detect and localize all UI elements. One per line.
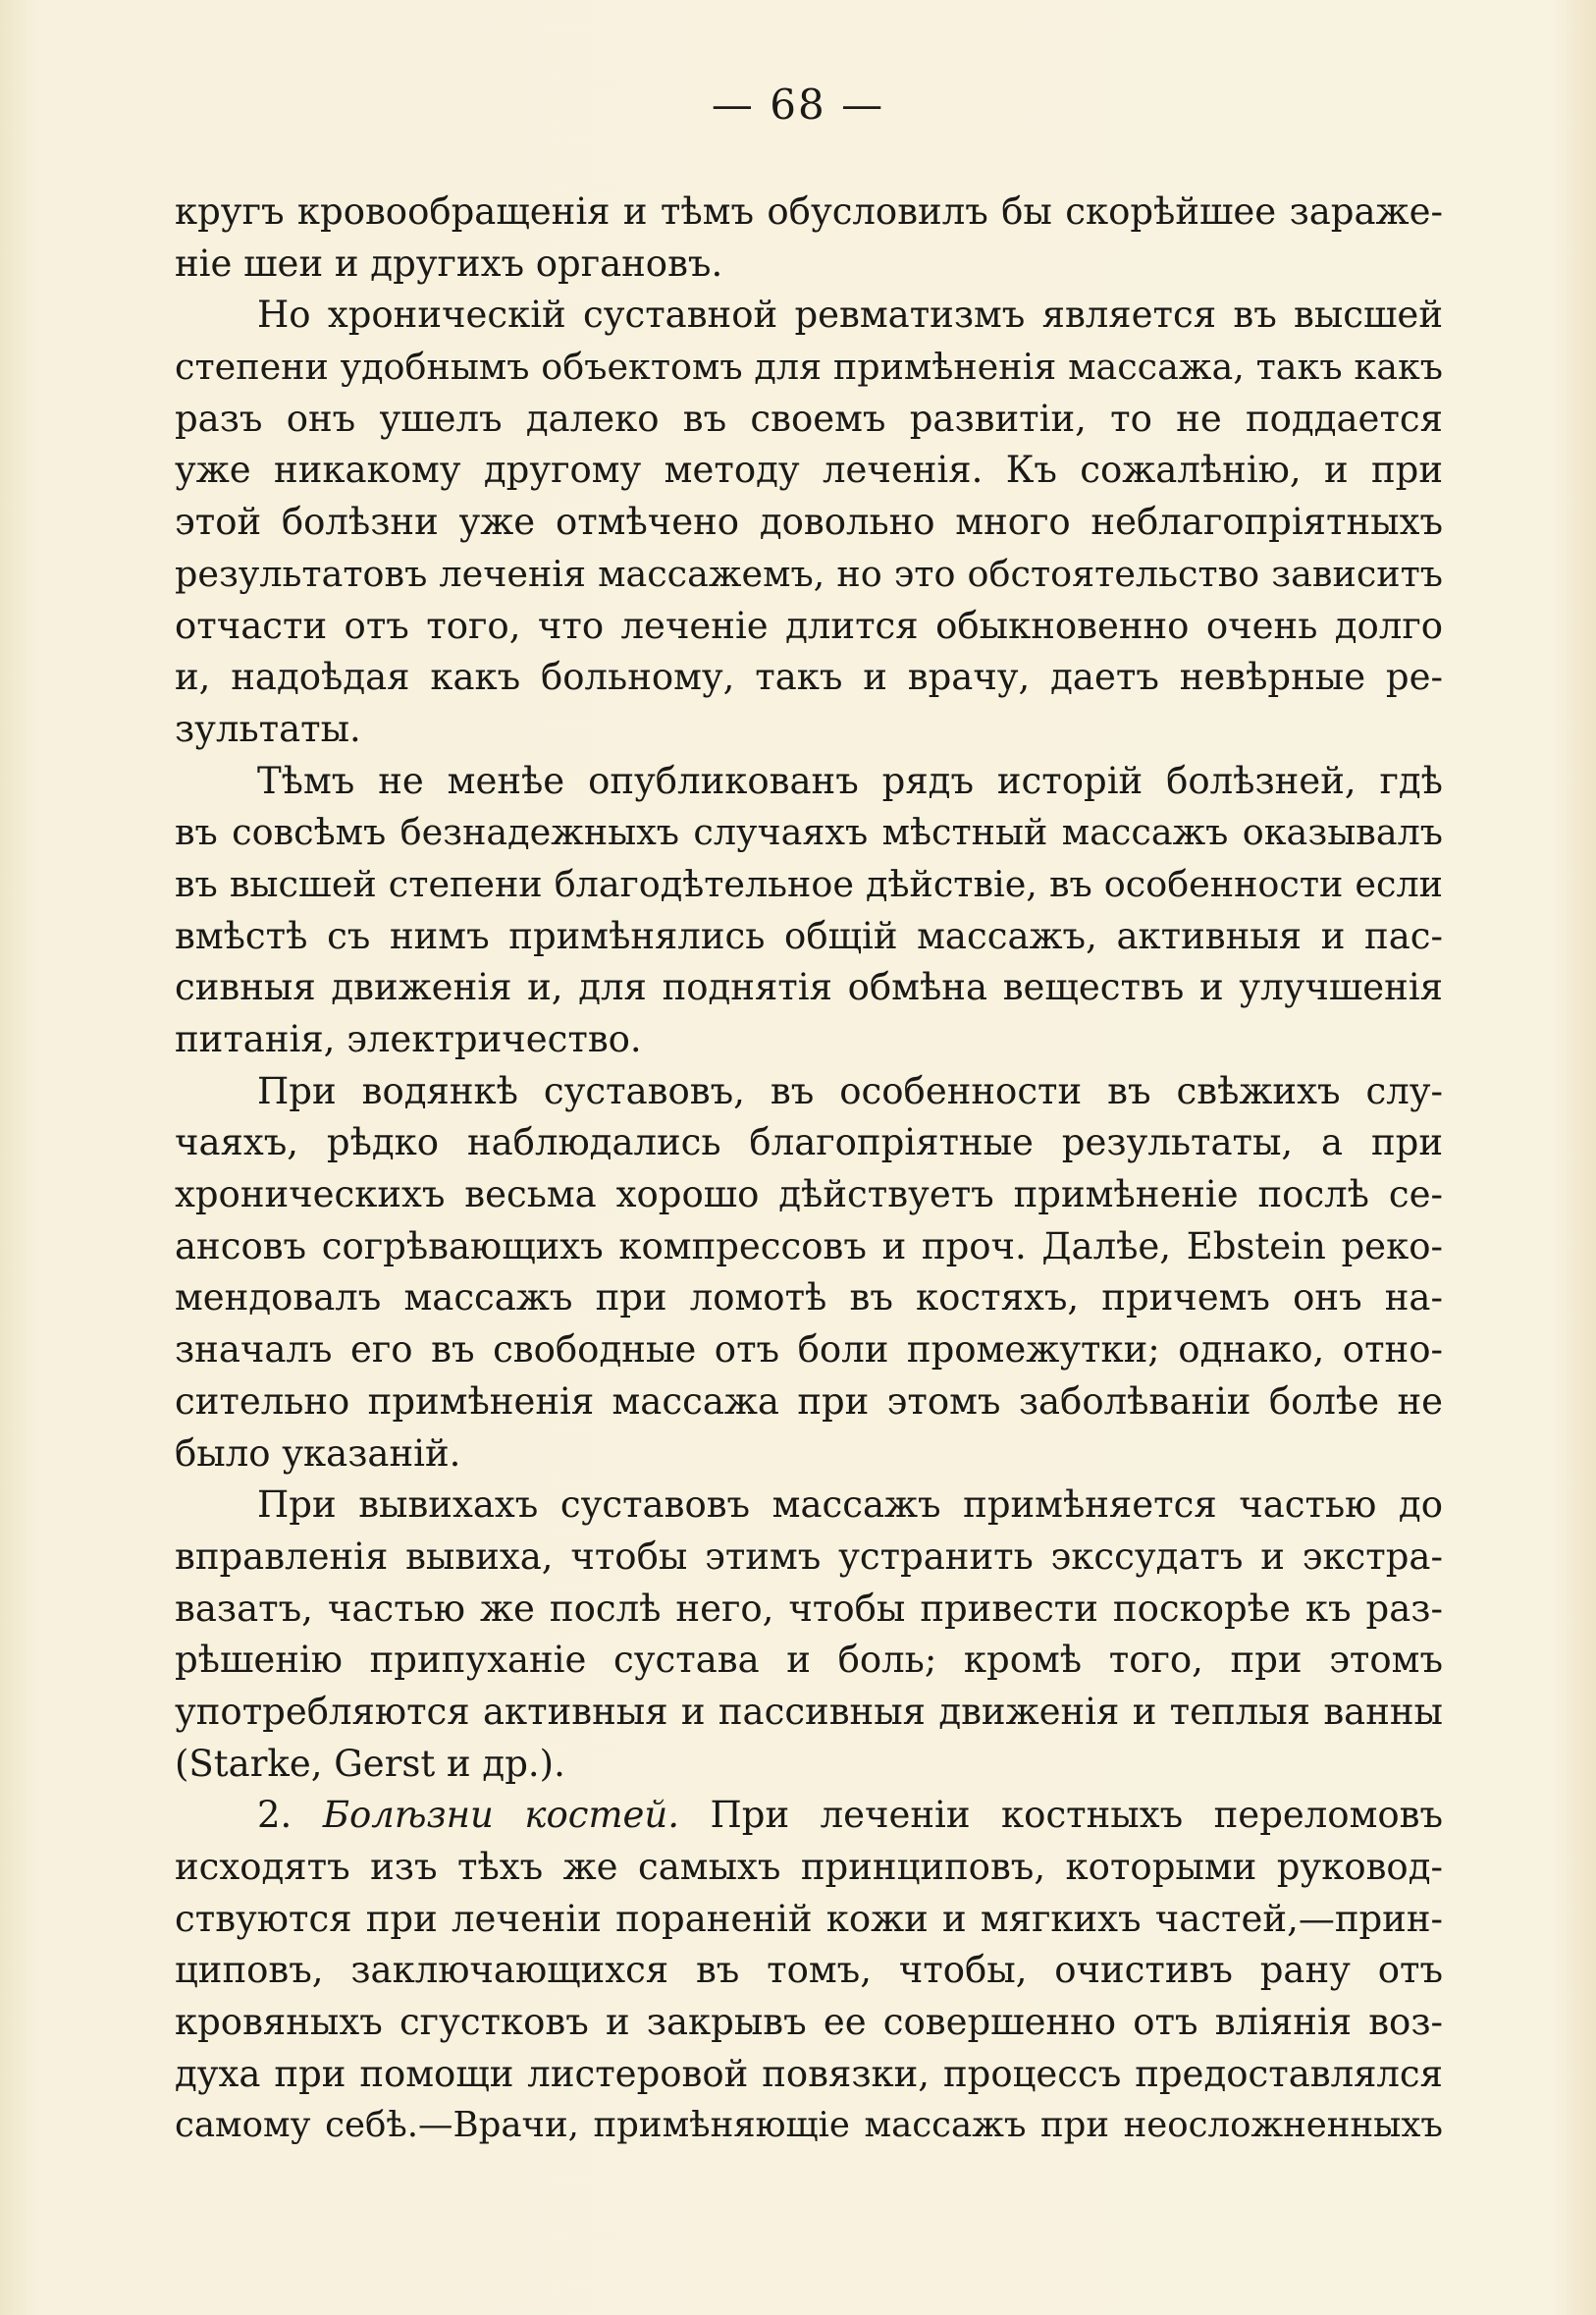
text-line: вазатъ, частью же послѣ него, чтобы привести поскорѣе къ раз-: [175, 1587, 1443, 1630]
text-line: этой болѣзни уже отмѣчено довольно много неблагопріятныхъ: [175, 501, 1443, 544]
text-line: духа при помощи листеровой повязки, процессъ предоставлялся: [175, 2052, 1443, 2095]
text-line: вмѣстѣ съ нимъ примѣнялись общій массажъ, активныя и пас-: [175, 914, 1443, 957]
text-line: разъ онъ ушелъ далеко въ своемъ развитіи, то не поддается: [175, 397, 1443, 440]
text-line: кругъ кровообращенія и тѣмъ обусловилъ бы скорѣйшее зараже-: [175, 190, 1443, 233]
text-line: употребляются активныя и пассивныя движенія и теплыя ванны: [175, 1690, 1443, 1733]
text-line: При водянкѣ суставовъ, въ особенности въ свѣжихъ слу-: [257, 1069, 1443, 1112]
line-text: При леченіи костныхъ переломовъ: [679, 1794, 1443, 1837]
text-line: ніе шеи и другихъ органовъ.: [175, 242, 723, 285]
text-line: [175, 1790, 1443, 1842]
text-line: хроническихъ весьма хорошо дѣйствуетъ примѣненіе послѣ се-: [175, 1173, 1443, 1216]
text-line: При вывихахъ суставовъ массажъ примѣняется частью до: [257, 1483, 1443, 1527]
text-line: степени удобнымъ объектомъ для примѣненія массажа, такъ какъ: [175, 346, 1443, 389]
text-line: ансовъ согрѣвающихъ компрессовъ и проч. Далѣе, Ebstein реко-: [175, 1224, 1443, 1267]
text-line: зультаты.: [175, 707, 361, 750]
text-line: результатовъ леченія массажемъ, но это обстоятельство зависитъ: [175, 552, 1443, 595]
body-text: [175, 187, 1443, 2152]
text-line: питанія, электричество.: [175, 1018, 642, 1060]
text-line: циповъ, заключающихся въ томъ, чтобы, очистивъ рану отъ: [175, 1949, 1443, 1992]
section-number: 2.: [257, 1794, 323, 1837]
text-line: Тѣмъ не менѣе опубликованъ рядъ исторій болѣзней, гдѣ: [257, 759, 1443, 802]
text-line: самому себѣ.—Врачи, примѣняющіе массажъ при неосложненныхъ: [175, 2105, 1443, 2146]
page-number: — 68 —: [711, 81, 885, 129]
text-line: исходятъ изъ тѣхъ же самыхъ принциповъ, которыми руковод-: [175, 1846, 1443, 1888]
text-line: въ совсѣмъ безнадежныхъ случаяхъ мѣстный массажъ оказывалъ: [175, 811, 1443, 854]
text-line: сивныя движенія и, для поднятія обмѣна веществъ и улучшенія: [175, 966, 1443, 1009]
text-line: отчасти отъ того, что леченіе длится обыкновенно очень долго: [175, 604, 1443, 647]
text-line: (Starke, Gerst и др.).: [175, 1742, 565, 1785]
text-line: вправленія вывиха, чтобы этимъ устранить экссудатъ и экстра-: [175, 1534, 1443, 1578]
text-line: рѣшенію припуханіе сустава и боль; кромѣ того, при этомъ: [175, 1639, 1443, 1682]
text-line: Но хроническій суставной ревматизмъ является въ высшей: [257, 294, 1443, 337]
text-line: было указаній.: [175, 1431, 461, 1475]
text-line: уже никакому другому методу леченія. Къ сожалѣнію, и при: [175, 449, 1443, 492]
section-heading: Болѣзни костей.: [322, 1794, 680, 1837]
text-line: значалъ его въ свободные отъ боли промежутки; однако, отно-: [175, 1328, 1443, 1372]
text-line: мендовалъ массажъ при ломотѣ въ костяхъ, причемъ онъ на-: [175, 1276, 1443, 1319]
text-line: и, надоѣдая какъ больному, такъ и врачу, даетъ невѣрные ре-: [175, 656, 1443, 699]
text-line: ствуются при леченіи пораненій кожи и мягкихъ частей,—прин-: [175, 1897, 1443, 1940]
text-line: въ высшей степени благодѣтельное дѣйствіе, въ особенности если: [175, 862, 1443, 905]
text-line: кровяныхъ сгустковъ и закрывъ ее совершенно отъ вліянія воз-: [175, 2001, 1443, 2044]
text-line: чаяхъ, рѣдко наблюдались благопріятные результаты, а при: [175, 1121, 1443, 1164]
text-line: сительно примѣненія массажа при этомъ заболѣваніи болѣе не: [175, 1379, 1443, 1423]
